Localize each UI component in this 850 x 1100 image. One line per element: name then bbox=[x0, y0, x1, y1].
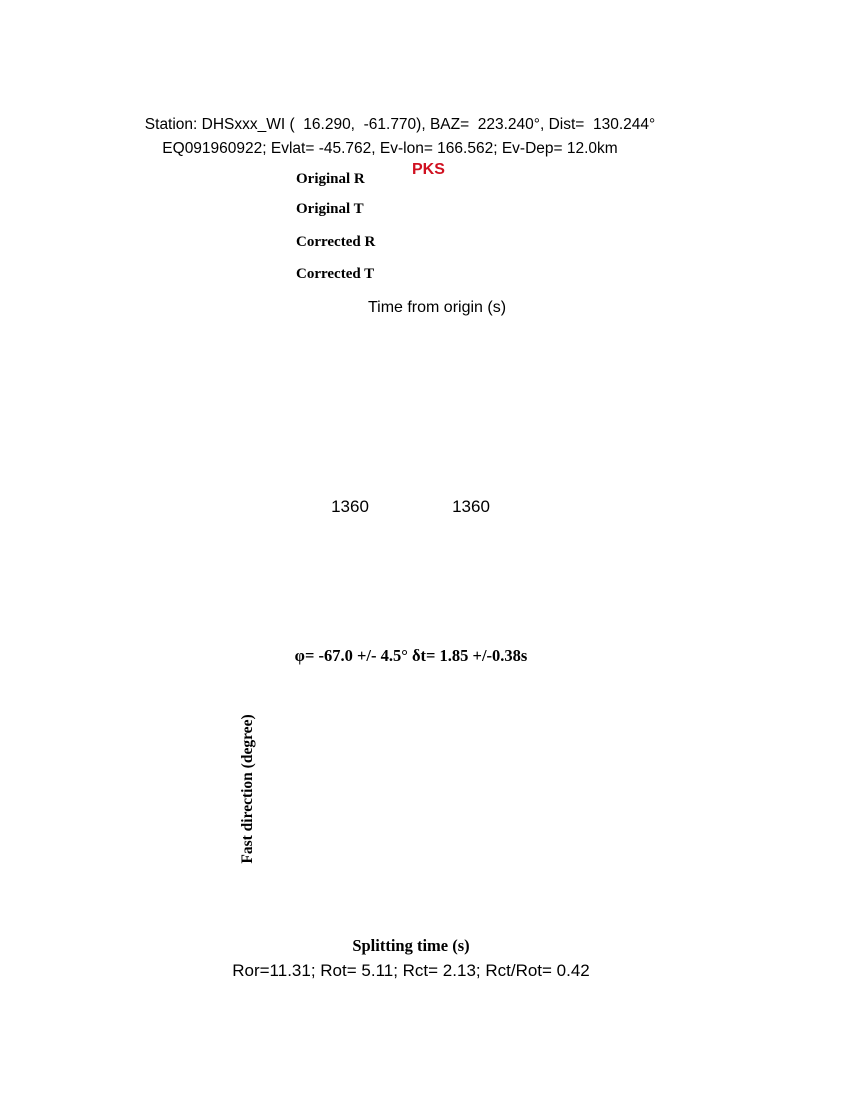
trace-label-corrected-t: Corrected T bbox=[296, 266, 375, 282]
station-info-line: Station: DHSxxx_WI ( 16.290, -61.770), BAZ= 223.240°, Dist= 130.244° bbox=[144, 116, 656, 133]
splitting-time-axis-label: Splitting time (s) bbox=[352, 936, 470, 955]
trace-label-corrected-r: Corrected R bbox=[296, 234, 376, 250]
phase-label: PKS bbox=[412, 161, 445, 178]
time-axis-title: Time from origin (s) bbox=[367, 299, 507, 316]
fast-direction-axis-label: Fast direction (degree) bbox=[239, 714, 256, 864]
event-info-line: EQ091960922; Evlat= -45.762, Ev-lon= 166.562; Ev-Dep= 12.0km bbox=[162, 140, 618, 157]
splitting-result-title: φ= -67.0 +/- 4.5° δt= 1.85 +/-0.38s bbox=[294, 646, 528, 665]
trace-label-original-t: Original T bbox=[296, 201, 364, 217]
window-panel-tick-label-2: 1360 bbox=[452, 497, 490, 516]
window-panel-tick-label-1: 1360 bbox=[331, 497, 369, 516]
quality-stats-line: Ror=11.31; Rot= 5.11; Rct= 2.13; Rct/Rot= 0.42 bbox=[232, 961, 590, 980]
trace-label-original-r: Original R bbox=[296, 171, 365, 187]
